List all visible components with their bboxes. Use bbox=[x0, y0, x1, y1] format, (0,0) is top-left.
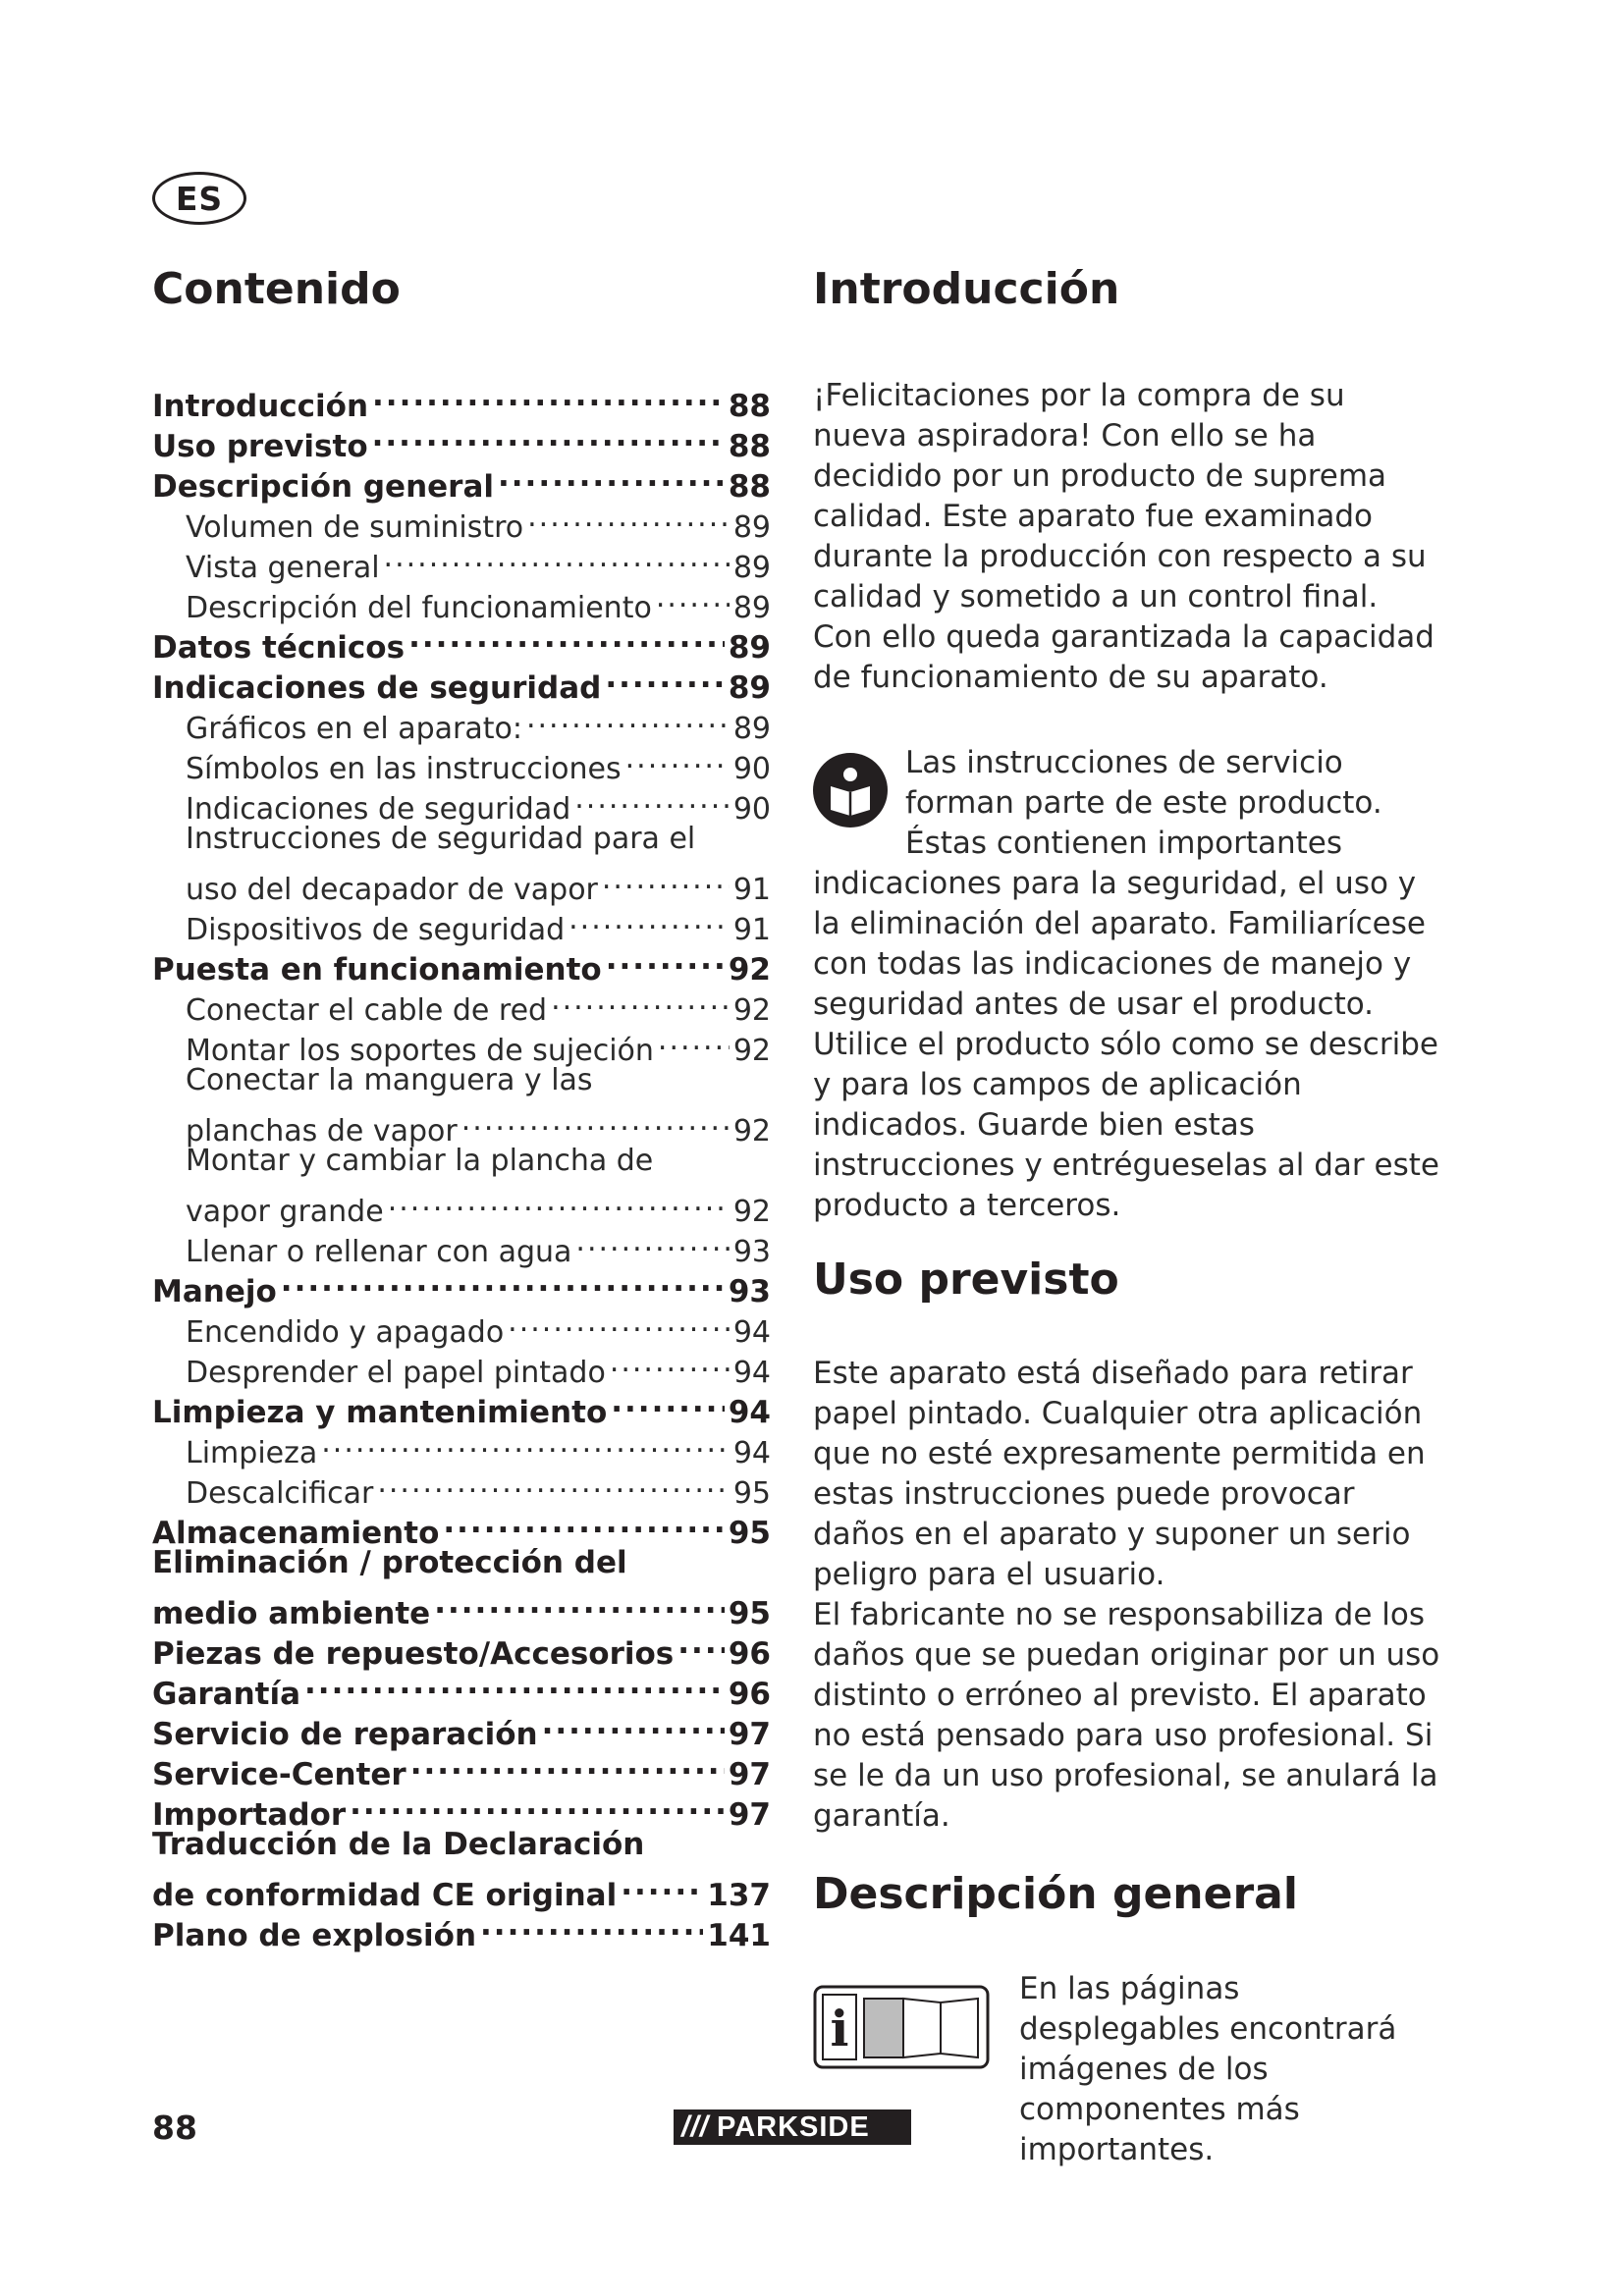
toc-entry-title: Descripción del funcionamiento bbox=[186, 590, 652, 625]
toc-entry-page: 141 bbox=[707, 1917, 771, 1953]
toc-entry-page: 97 bbox=[728, 1756, 771, 1792]
toc-entry-page: 91 bbox=[732, 912, 771, 947]
toc-entry-page: 93 bbox=[732, 1234, 771, 1269]
toc-entry-page: 92 bbox=[728, 951, 771, 988]
toc-entry-title: vapor grande bbox=[186, 1194, 384, 1229]
toc-entry-page: 88 bbox=[728, 388, 771, 424]
toc-entry-title: Descripción general bbox=[152, 468, 494, 505]
toc-entry-title: Indicaciones de seguridad bbox=[152, 669, 602, 706]
toc-entry-title: Garantía bbox=[152, 1676, 301, 1712]
toc-entry bbox=[152, 819, 771, 859]
toc-entry-page: 95 bbox=[728, 1595, 771, 1631]
toc-entry-title: Llenar o rellenar con agua bbox=[186, 1234, 572, 1269]
toc-entry-title: Limpieza bbox=[186, 1435, 318, 1470]
toc-leader-dots bbox=[480, 1905, 703, 1946]
language-badge: ES bbox=[152, 172, 246, 225]
toc-leader-dots bbox=[384, 537, 730, 577]
toc-leader-dots bbox=[527, 497, 730, 537]
toc-leader-dots bbox=[658, 1020, 730, 1060]
toc-entry-page: 94 bbox=[732, 1355, 771, 1390]
toc-entry-page: 92 bbox=[732, 1194, 771, 1229]
toc-leader-dots bbox=[677, 1624, 725, 1664]
toc-entry bbox=[152, 1865, 771, 1913]
toc-entry-title: Dispositivos de seguridad bbox=[186, 912, 566, 947]
foldout-pages-icon bbox=[813, 1985, 990, 2069]
toc-entry-title: Service-Center bbox=[152, 1756, 406, 1792]
toc-leader-dots bbox=[372, 416, 725, 456]
introduccion-paragraph: ¡Felicitaciones por la compra de su nueva aspiradora! Con ello se ha decidido por un producto de suprema calidad. Este aparato fue examinado durante la producción con respecto a su calidad y sometido a un control final. Con ello queda garantizada la capacidad de funcionamiento de su aparato. bbox=[813, 377, 1435, 695]
toc-entry-title: Volumen de suministro bbox=[186, 509, 524, 545]
descripcion-general-title: Descripción general bbox=[813, 1869, 1298, 1920]
toc-leader-dots bbox=[551, 980, 730, 1020]
toc-leader-dots bbox=[621, 1865, 703, 1905]
toc-entry bbox=[152, 859, 771, 907]
toc-leader-dots bbox=[602, 859, 730, 899]
toc-leader-dots bbox=[377, 1463, 729, 1503]
toc-entry-page: 97 bbox=[728, 1796, 771, 1833]
toc-entry-title: Datos técnicos bbox=[152, 629, 406, 666]
toc-entry-title: Traducción de la Declaración bbox=[152, 1826, 645, 1862]
toc-entry-page: 92 bbox=[732, 1113, 771, 1148]
toc-leader-dots bbox=[498, 456, 725, 497]
toc-leader-dots bbox=[410, 1744, 725, 1785]
toc-entry-title: Introducción bbox=[152, 388, 369, 424]
toc-entry bbox=[152, 1100, 771, 1148]
toc-entry-title: Uso previsto bbox=[152, 428, 368, 464]
brand-mark: /// bbox=[681, 2110, 710, 2143]
toc-entry-title: Instrucciones de seguridad para el bbox=[186, 821, 696, 856]
toc-entry bbox=[152, 1181, 771, 1229]
descripcion-general-text: En las páginas desplegables encontrará imágenes de los componentes más importantes. bbox=[1019, 1970, 1397, 2167]
toc-entry-page: 90 bbox=[732, 791, 771, 827]
toc-entry-title: Símbolos en las instrucciones bbox=[186, 751, 622, 786]
toc-entry-title: Plano de explosión bbox=[152, 1917, 477, 1953]
toc-entry bbox=[152, 376, 771, 424]
toc-leader-dots bbox=[605, 658, 725, 698]
toc-entry-page: 93 bbox=[728, 1273, 771, 1309]
toc-leader-dots bbox=[568, 899, 730, 939]
toc-leader-dots bbox=[542, 1704, 725, 1744]
toc-leader-dots bbox=[443, 1503, 724, 1543]
toc-entry-page: 94 bbox=[728, 1394, 771, 1430]
toc-leader-dots bbox=[434, 1583, 725, 1624]
toc-entry-title: Descalcificar bbox=[186, 1475, 374, 1511]
toc-entry-page: 89 bbox=[732, 590, 771, 625]
toc-entry-title: de conformidad CE original bbox=[152, 1877, 618, 1913]
toc-leader-dots bbox=[408, 617, 725, 658]
toc-leader-dots bbox=[656, 577, 730, 617]
toc-leader-dots bbox=[574, 778, 730, 819]
toc-entry-title: Servicio de reparación bbox=[152, 1716, 538, 1752]
toc-leader-dots bbox=[610, 1342, 730, 1382]
toc-leader-dots bbox=[611, 1382, 725, 1422]
toc-entry-page: 94 bbox=[732, 1435, 771, 1470]
toc-entry-page: 89 bbox=[732, 711, 771, 746]
toc-leader-dots bbox=[304, 1664, 725, 1704]
toc-entry-page: 89 bbox=[732, 509, 771, 545]
toc-leader-dots bbox=[461, 1100, 730, 1141]
toc-entry bbox=[152, 1825, 771, 1865]
toc-entry-page: 97 bbox=[728, 1716, 771, 1752]
toc-entry-page: 96 bbox=[728, 1635, 771, 1672]
toc-entry-title: Montar los soportes de sujeción bbox=[186, 1033, 654, 1068]
toc-leader-dots bbox=[575, 1221, 729, 1261]
toc-leader-dots bbox=[526, 698, 730, 738]
manual-info-text: Las instrucciones de servicio forman parte de este producto. Éstas contienen importantes indicaciones para la seguridad, el uso y la eliminación del aparato. Familiarícese con todas las indicaciones de manejo y seguridad antes de usar el producto. Utilice el producto sólo como se describe y para los campos de aplicación indicados. Guarde bien estas instrucciones y entrégueselas al dar este producto a terceros. bbox=[813, 744, 1439, 1223]
contents-column bbox=[152, 264, 771, 1953]
page-number: 88 bbox=[152, 2109, 197, 2147]
toc-entry-title: Encendido y apagado bbox=[186, 1314, 505, 1350]
toc-entry-page: 88 bbox=[728, 468, 771, 505]
toc-entry-title: Limpieza y mantenimiento bbox=[152, 1394, 608, 1430]
contents-title: Contenido bbox=[152, 264, 401, 314]
introduccion-title: Introducción bbox=[813, 264, 1120, 314]
toc-entry bbox=[152, 1543, 771, 1583]
uso-previsto-paragraph-2: El fabricante no se responsabiliza de los daños que se puedan originar por un uso distinto o erróneo al previsto. El aparato no está pensado para uso profesional. Si se le da un uso profesional, se anulará la garantía. bbox=[813, 1597, 1440, 1835]
toc-entry-title: Importador bbox=[152, 1796, 347, 1833]
toc-entry-title: Eliminación / protección del bbox=[152, 1544, 627, 1580]
toc-entry-page: 95 bbox=[728, 1515, 771, 1551]
toc-entry bbox=[152, 1141, 771, 1181]
toc-leader-dots bbox=[388, 1181, 730, 1221]
svg-text:i: i bbox=[830, 1999, 849, 2057]
manual-info-block bbox=[813, 743, 1441, 1226]
toc-leader-dots bbox=[372, 376, 725, 416]
toc-leader-dots bbox=[606, 939, 725, 980]
main-column bbox=[813, 265, 1441, 2170]
toc-entry-page: 89 bbox=[732, 550, 771, 585]
toc-leader-dots bbox=[508, 1302, 730, 1342]
toc-entry-page: 89 bbox=[728, 629, 771, 666]
toc-entry-title: Vista general bbox=[186, 550, 380, 585]
toc-entry-title: Gráficos en el aparato: bbox=[186, 711, 522, 746]
table-of-contents bbox=[152, 376, 771, 1953]
toc-entry-title: uso del decapador de vapor bbox=[186, 872, 598, 907]
toc-entry bbox=[152, 1060, 771, 1100]
brand-name: PARKSIDE bbox=[717, 2110, 870, 2143]
uso-previsto-paragraph-1: Este aparato está diseñado para retirar papel pintado. Cualquier otra aplicación que no esté expresamente permitida en estas instrucciones puede provocar daños en el aparato y suponer un serio peligro para el usuario. bbox=[813, 1356, 1426, 1593]
toc-entry-page: 137 bbox=[707, 1877, 771, 1913]
toc-entry-page: 92 bbox=[732, 992, 771, 1028]
toc-leader-dots bbox=[625, 738, 730, 778]
toc-entry-title: planchas de vapor bbox=[186, 1113, 458, 1148]
toc-entry-page: 91 bbox=[732, 872, 771, 907]
toc-leader-dots bbox=[321, 1422, 730, 1463]
toc-entry-page: 89 bbox=[728, 669, 771, 706]
toc-entry-page: 88 bbox=[728, 428, 771, 464]
toc-entry-page: 92 bbox=[732, 1033, 771, 1068]
toc-entry-title: Indicaciones de seguridad bbox=[186, 791, 571, 827]
parkside-logo bbox=[674, 2109, 911, 2145]
toc-entry-title: Piezas de repuesto/Accesorios bbox=[152, 1635, 675, 1672]
toc-entry-page: 94 bbox=[732, 1314, 771, 1350]
toc-entry-page: 96 bbox=[728, 1676, 771, 1712]
read-manual-icon bbox=[813, 753, 888, 828]
toc-entry-title: Desprender el papel pintado bbox=[186, 1355, 606, 1390]
toc-entry-title: Montar y cambiar la plancha de bbox=[186, 1143, 654, 1178]
toc-entry bbox=[152, 1583, 771, 1631]
toc-entry-page: 90 bbox=[732, 751, 771, 786]
toc-entry-title: Conectar el cable de red bbox=[186, 992, 548, 1028]
toc-entry-title: Conectar la manguera y las bbox=[186, 1062, 593, 1097]
toc-entry-title: Almacenamiento bbox=[152, 1515, 440, 1551]
toc-entry-page: 95 bbox=[732, 1475, 771, 1511]
toc-leader-dots bbox=[350, 1785, 725, 1825]
toc-entry-title: Puesta en funcionamiento bbox=[152, 951, 602, 988]
toc-leader-dots bbox=[281, 1261, 725, 1302]
toc-entry-title: medio ambiente bbox=[152, 1595, 431, 1631]
uso-previsto-title: Uso previsto bbox=[813, 1254, 1119, 1305]
toc-entry-title: Manejo bbox=[152, 1273, 277, 1309]
